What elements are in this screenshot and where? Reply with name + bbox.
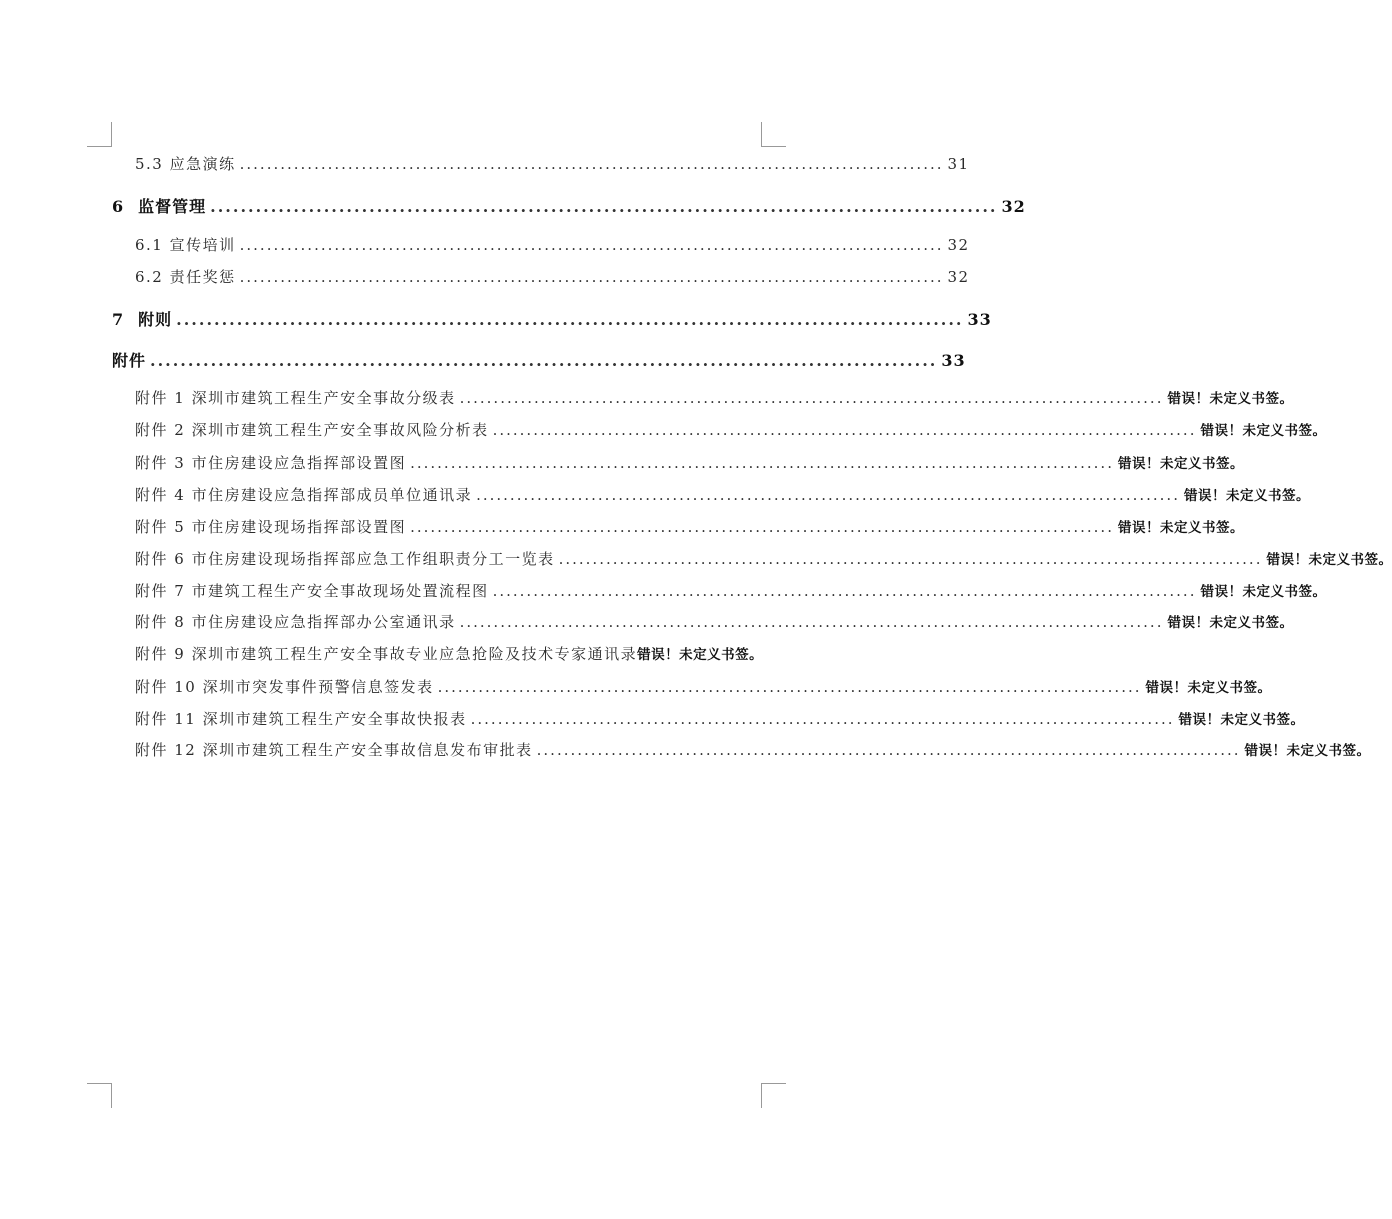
appendix-entry-11[interactable] (135, 708, 1305, 729)
toc-leader-dots: ........................................................................................................ (239, 236, 944, 254)
appendix-entry-10[interactable] (135, 676, 1272, 697)
toc-leader-dots: ........................................................................................................ (239, 155, 944, 173)
toc-leader-dots: ........................................................................................................ (492, 582, 1197, 600)
bookmark-error-text: 错误！未定义书签。 (1266, 552, 1392, 568)
toc-entry-6-2[interactable] (135, 266, 970, 287)
appendix-entry-4[interactable] (135, 484, 1310, 505)
bookmark-error-text: 错误！未定义书签。 (1183, 488, 1310, 504)
bookmark-error-text: 错误！未定义书签。 (1200, 423, 1327, 439)
crop-mark-bottom-right (761, 1083, 786, 1108)
toc-entry-title: 附件 (112, 351, 147, 370)
bookmark-error-text: 错误！未定义书签。 (1117, 456, 1244, 472)
appendix-title: 附件 3 市住房建设应急指挥部设置图 (135, 454, 407, 472)
toc-leader-dots: ........................................................................................................ (437, 678, 1142, 696)
toc-entry-title: 附则 (138, 310, 173, 329)
toc-entry-page: 32 (947, 268, 970, 286)
bookmark-error-text: 错误！未定义书签。 (1244, 743, 1371, 759)
toc-entry-page: 32 (947, 236, 970, 254)
toc-leader-dots: ........................................................................................................ (558, 550, 1263, 568)
bookmark-error-text: 错误！未定义书签。 (1178, 712, 1305, 728)
crop-mark-top-right (761, 122, 786, 147)
toc-entry-title: 6.2 责任奖惩 (135, 268, 236, 286)
toc-entry-chapter-6[interactable] (112, 194, 1026, 217)
appendix-title: 附件 1 深圳市建筑工程生产安全事故分级表 (135, 389, 456, 407)
toc-entry-title: 6.1 宣传培训 (135, 236, 236, 254)
toc-chapter-number: 6 (112, 197, 125, 216)
toc-entry-6-1[interactable] (135, 234, 970, 255)
toc-entry-title: 5.3 应急演练 (135, 155, 236, 173)
toc-chapter-number: 7 (112, 310, 125, 329)
toc-entry-page: 31 (947, 155, 970, 173)
appendix-title: 附件 9 深圳市建筑工程生产安全事故专业应急抢险及技术专家通讯录 (135, 645, 638, 663)
toc-leader-dots: ........................................................................................................ (459, 613, 1164, 631)
appendix-entry-6[interactable] (135, 548, 1392, 569)
appendix-title: 附件 2 深圳市建筑工程生产安全事故风险分析表 (135, 421, 489, 439)
appendix-entry-9[interactable] (135, 643, 795, 664)
toc-leader-dots: ........................................................................................................ (239, 268, 944, 286)
appendix-title: 附件 10 深圳市突发事件预警信息签发表 (135, 678, 434, 696)
appendix-entry-7[interactable] (135, 580, 1327, 601)
appendix-title: 附件 6 市住房建设现场指挥部应急工作组职责分工一览表 (135, 550, 555, 568)
bookmark-error-text: 错误！未定义书签。 (1117, 520, 1244, 536)
bookmark-error-text: 错误！未定义书签。 (1167, 615, 1294, 631)
toc-leader-dots: ........................................................................................................ (176, 310, 964, 329)
toc-leader-dots: ........................................................................................................ (459, 389, 1164, 407)
appendix-title: 附件 8 市住房建设应急指挥部办公室通讯录 (135, 613, 456, 631)
appendix-title: 附件 7 市建筑工程生产安全事故现场处置流程图 (135, 582, 489, 600)
appendix-entry-5[interactable] (135, 516, 1244, 537)
toc-leader-dots: ........................................................................................................ (150, 351, 938, 370)
bookmark-error-text: 错误！未定义书签。 (637, 647, 764, 663)
toc-leader-dots: ........................................................................................................ (492, 421, 1197, 439)
toc-leader-dots: ........................................................................................................ (470, 710, 1175, 728)
appendix-entry-12[interactable] (135, 739, 1371, 760)
toc-entry-title: 监督管理 (138, 197, 207, 216)
bookmark-error-text: 错误！未定义书签。 (1167, 391, 1294, 407)
appendix-title: 附件 4 市住房建设应急指挥部成员单位通讯录 (135, 486, 473, 504)
appendix-entry-2[interactable] (135, 419, 1327, 440)
appendix-title: 附件 12 深圳市建筑工程生产安全事故信息发布审批表 (135, 741, 533, 759)
crop-mark-top-left (87, 122, 112, 147)
toc-entry-5-3[interactable] (135, 153, 970, 174)
appendix-title: 附件 5 市住房建设现场指挥部设置图 (135, 518, 407, 536)
toc-leader-dots: ........................................................................................................ (536, 741, 1241, 759)
bookmark-error-text: 错误！未定义书签。 (1200, 584, 1327, 600)
toc-entry-appendix[interactable] (112, 348, 966, 371)
toc-entry-page: 32 (1001, 197, 1026, 216)
toc-entry-chapter-7[interactable] (112, 307, 992, 330)
toc-leader-dots: ........................................................................................................ (210, 197, 998, 216)
appendix-title: 附件 11 深圳市建筑工程生产安全事故快报表 (135, 710, 467, 728)
toc-leader-dots: ........................................................................................................ (476, 486, 1180, 504)
crop-mark-bottom-left (87, 1083, 112, 1108)
toc-leader-dots: ........................................................................................................ (410, 454, 1114, 472)
toc-leader-dots: ........................................................................................................ (410, 518, 1114, 536)
bookmark-error-text: 错误！未定义书签。 (1145, 680, 1272, 696)
appendix-entry-8[interactable] (135, 611, 1294, 632)
toc-entry-page: 33 (941, 351, 966, 370)
appendix-entry-3[interactable] (135, 452, 1244, 473)
appendix-entry-1[interactable] (135, 387, 1294, 408)
toc-entry-page: 33 (967, 310, 992, 329)
